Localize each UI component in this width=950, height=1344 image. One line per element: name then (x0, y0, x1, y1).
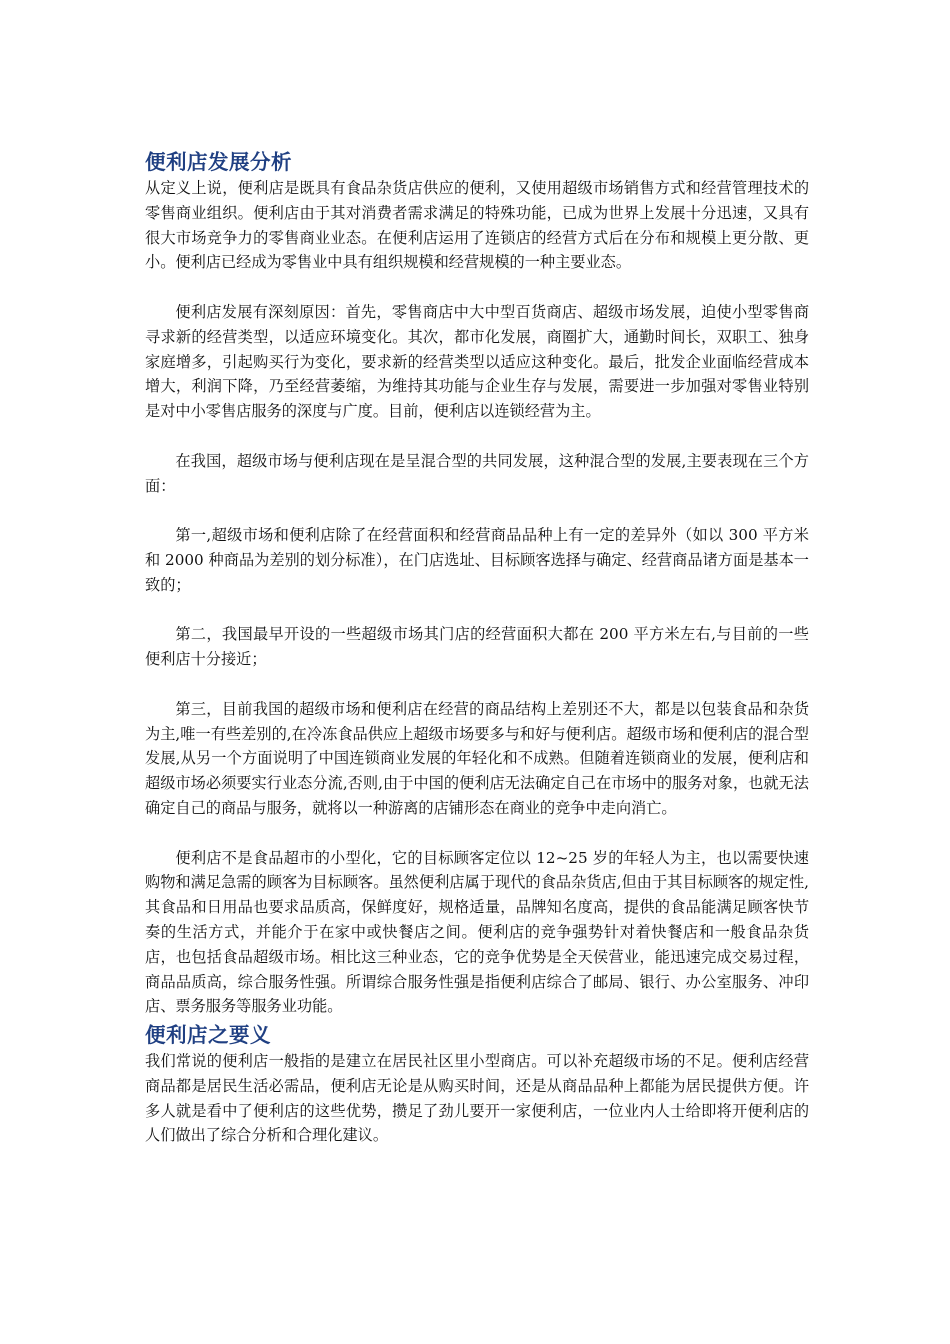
paragraph-definition: 从定义上说，便利店是既具有食品杂货店供应的便利，又使用超级市场销售方式和经营管理技术的零售商业组织。便利店由于其对消费者需求满足的特殊功能，已成为世界上发展十分迅速，又具有很大市场竞争力的零售商业业态。在便利店运用了连锁店的经营方式后在分布和规模上更分散、更小。便利店已经成为零售业中具有组织规模和经营规模的一种主要业态。 (145, 179, 809, 272)
paragraph-china-mixed-development: 在我国，超级市场与便利店现在是呈混合型的共同发展，这种混合型的发展,主要表现在三个方面： (145, 451, 809, 495)
paragraph-essentials: 我们常说的便利店一般指的是建立在居民社区里小型商店。可以补充超级市场的不足。便利店经营商品都是居民生活必需品，便利店无论是从购买时间，还是从商品品种上都能为居民提供方便。许多人就是看中了便利店的这些优势，攒足了劲儿要开一家便利店，一位业内人士给即将开便利店的人们做出了综合分析和合理化建议。 (145, 1052, 809, 1145)
section-title-development-analysis: 便利店发展分析 (145, 150, 292, 174)
document-body (145, 148, 809, 1148)
paragraph-target-customers: 便利店不是食品超市的小型化，它的目标顾客定位以 12~25 岁的年轻人为主，也以需要快速购物和满足急需的顾客为目标顾客。虽然便利店属于现代的食品杂货店,但由于其目标顾客的规定性,其食品和日用品也要求品质高，保鲜度好，规格适量，品牌知名度高，提供的食品能满足顾客快节奏的生活方式，并能介于在家中或快餐店之间。便利店的竞争强势针对着快餐店和一般食品杂货店，也包括食品超级市场。相比这三种业态，它的竞争优势是全天侯营业，能迅速完成交易过程，商品品质高，综合服务性强。所谓综合服务性强是指便利店综合了邮局、银行、办公室服务、冲印店、票务服务等服务业功能。 (145, 848, 809, 1016)
paragraph-third-point: 第三，目前我国的超级市场和便利店在经营的商品结构上差别还不大，都是以包装食品和杂货为主,唯一有些差别的,在冷冻食品供应上超级市场要多与和好与便利店。超级市场和便利店的混合型发展,从另一个方面说明了中国连锁商业发展的年轻化和不成熟。但随着连锁商业的发展，便利店和超级市场必须要实行业态分流,否则,由于中国的便利店无法确定自己在市场中的服务对象，也就无法确定自己的商品与服务，就将以一种游离的店铺形态在商业的竞争中走向消亡。 (145, 699, 809, 817)
paragraph-first-point: 第一,超级市场和便利店除了在经营面积和经营商品品种上有一定的差异外（如以 300 平方米和 2000 种商品为差别的划分标准），在门店选址、目标顾客选择与确定、经营商品诸方面是基本一致的； (145, 526, 809, 594)
paragraph-reasons: 便利店发展有深刻原因：首先，零售商店中大中型百货商店、超级市场发展，迫使小型零售商寻求新的经营类型，以适应环境变化。其次，都市化发展，商圈扩大，通勤时间长，双职工、独身家庭增多，引起购买行为变化，要求新的经营类型以适应这种变化。最后，批发企业面临经营成本增大，利润下降，乃至经营萎缩，为维持其功能与企业生存与发展，需要进一步加强对零售业特别是对中小零售店服务的深度与广度。目前，便利店以连锁经营为主。 (145, 302, 809, 421)
paragraph-second-point: 第二，我国最早开设的一些超级市场其门店的经营面积大都在 200 平方米左右,与目前的一些便利店十分接近； (145, 625, 809, 669)
section-title-essentials: 便利店之要义 (145, 1023, 271, 1048)
